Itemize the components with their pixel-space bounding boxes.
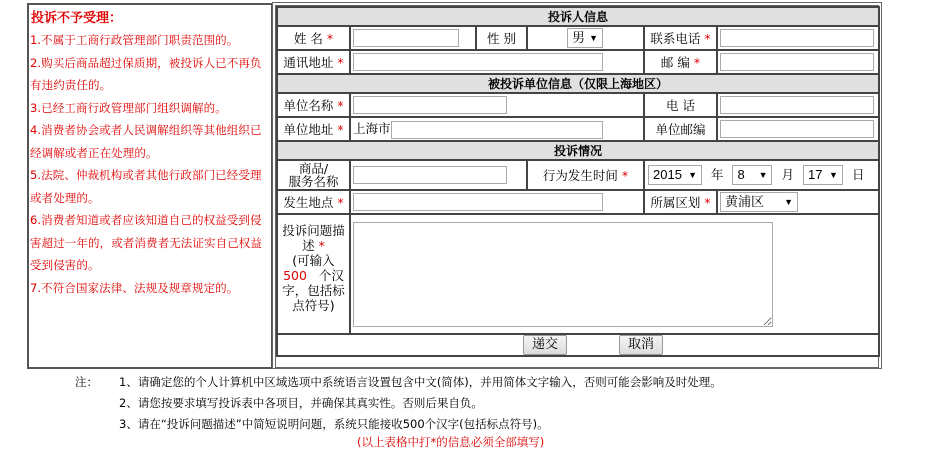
gender-select[interactable]: 男 ▼	[567, 28, 603, 48]
action-row	[277, 334, 879, 356]
rejection-panel	[27, 3, 273, 369]
chevron-down-icon: ▼	[758, 170, 768, 181]
year-unit: 年	[710, 166, 724, 182]
section-header-respondent: 被投诉单位信息（仅限上海地区）	[277, 74, 879, 93]
phone-label: 联系电话 *	[644, 26, 717, 50]
char-limit: 500	[283, 268, 307, 283]
district-select[interactable]: 黄浦区 ▼	[720, 192, 798, 212]
year-select[interactable]: 2015 ▼	[648, 165, 702, 185]
unit-address-input[interactable]	[391, 121, 603, 139]
cancel-button[interactable]: 取消	[619, 335, 663, 355]
chevron-down-icon: ▼	[784, 197, 793, 207]
time-label: 行为发生时间 *	[527, 160, 644, 190]
rejection-item: 1.不属于工商行政管理部门职责范围的。	[30, 33, 239, 47]
month-select[interactable]: 8 ▼	[732, 165, 772, 185]
section-header-complaint: 投诉情况	[277, 141, 879, 160]
note-item: 1、请确定您的个人计算机中区域选项中系统语言设置包含中文(简体)，并用简体文字输入，否则可能会影响及时处理。	[119, 375, 722, 389]
month-unit: 月	[781, 166, 794, 182]
rejection-item: 5.法院、仲裁机构或者其他行政部门已经受理或者处理的。	[30, 168, 262, 205]
day-unit: 日	[851, 166, 865, 182]
description-textarea[interactable]	[353, 222, 773, 327]
name-input[interactable]	[353, 29, 459, 47]
unit-zip-label: 单位邮编	[644, 117, 717, 141]
location-input[interactable]	[353, 193, 603, 211]
unit-name-input[interactable]	[353, 96, 507, 114]
rejection-item: 6.消费者知道或者应该知道自己的权益受到侵害超过一年的，或者消费者无法证实自己权益受到侵害的。	[30, 213, 262, 272]
unit-address-label: 单位地址 *	[277, 117, 350, 141]
zip-input[interactable]	[720, 53, 874, 71]
location-label: 发生地点 *	[277, 190, 350, 214]
address-label: 通讯地址 *	[277, 50, 350, 74]
rejection-item: 4.消费者协会或者人民调解组织等其他组织已经调解或者正在处理的。	[30, 123, 262, 160]
section-header-complainant: 投诉人信息	[277, 7, 879, 26]
address-input[interactable]	[353, 53, 603, 71]
phone-input[interactable]	[720, 29, 874, 47]
required-hint: (以上表格中打*的信息必须全部填写)	[357, 435, 545, 449]
rejection-item: 2.购买后商品超过保质期，被投诉人已不再负有违约责任的。	[30, 55, 262, 92]
unit-phone-label: 电 话	[644, 93, 717, 117]
district-label: 所属区划 *	[644, 190, 717, 214]
complaint-form-table	[276, 6, 880, 357]
day-select[interactable]: 17 ▼	[803, 165, 843, 185]
chevron-down-icon: ▼	[829, 170, 838, 181]
unit-address-prefix: 上海市	[353, 121, 391, 137]
chevron-down-icon: ▼	[688, 170, 697, 181]
product-label: 商品/ 服务名称	[277, 160, 350, 190]
rejection-title: 投诉不予受理：	[31, 11, 123, 26]
rejection-item: 7.不符合国家法律、法规及规章规定的。	[30, 280, 239, 295]
notes-section	[75, 372, 722, 449]
submit-button[interactable]: 递交	[523, 335, 567, 355]
unit-name-label: 单位名称 *	[277, 93, 350, 117]
gender-label: 性 别	[476, 26, 527, 50]
zip-label: 邮 编 *	[644, 50, 717, 74]
note-item: 3、请在“投诉问题描述”中简短说明问题，系统只能接收500个汉字(包括标点符号)。	[119, 417, 549, 431]
unit-phone-input[interactable]	[720, 96, 874, 114]
note-item: 2、请您按要求填写投诉表中各项目，并确保其真实性。否则后果自负。	[119, 396, 483, 410]
notes-label: 注：	[75, 375, 98, 389]
unit-zip-input[interactable]	[720, 120, 874, 138]
rejection-item: 3.已经工商行政管理部门组织调解的。	[30, 100, 227, 115]
product-input[interactable]	[353, 166, 507, 184]
required-marker: *	[326, 31, 334, 46]
name-label: 姓 名 *	[277, 26, 350, 50]
complaint-form	[272, 2, 882, 369]
description-label: 投诉问题描 述 * (可输入 500 个汉 字，包括标 点符号)	[277, 214, 350, 334]
chevron-down-icon: ▼	[589, 33, 598, 43]
